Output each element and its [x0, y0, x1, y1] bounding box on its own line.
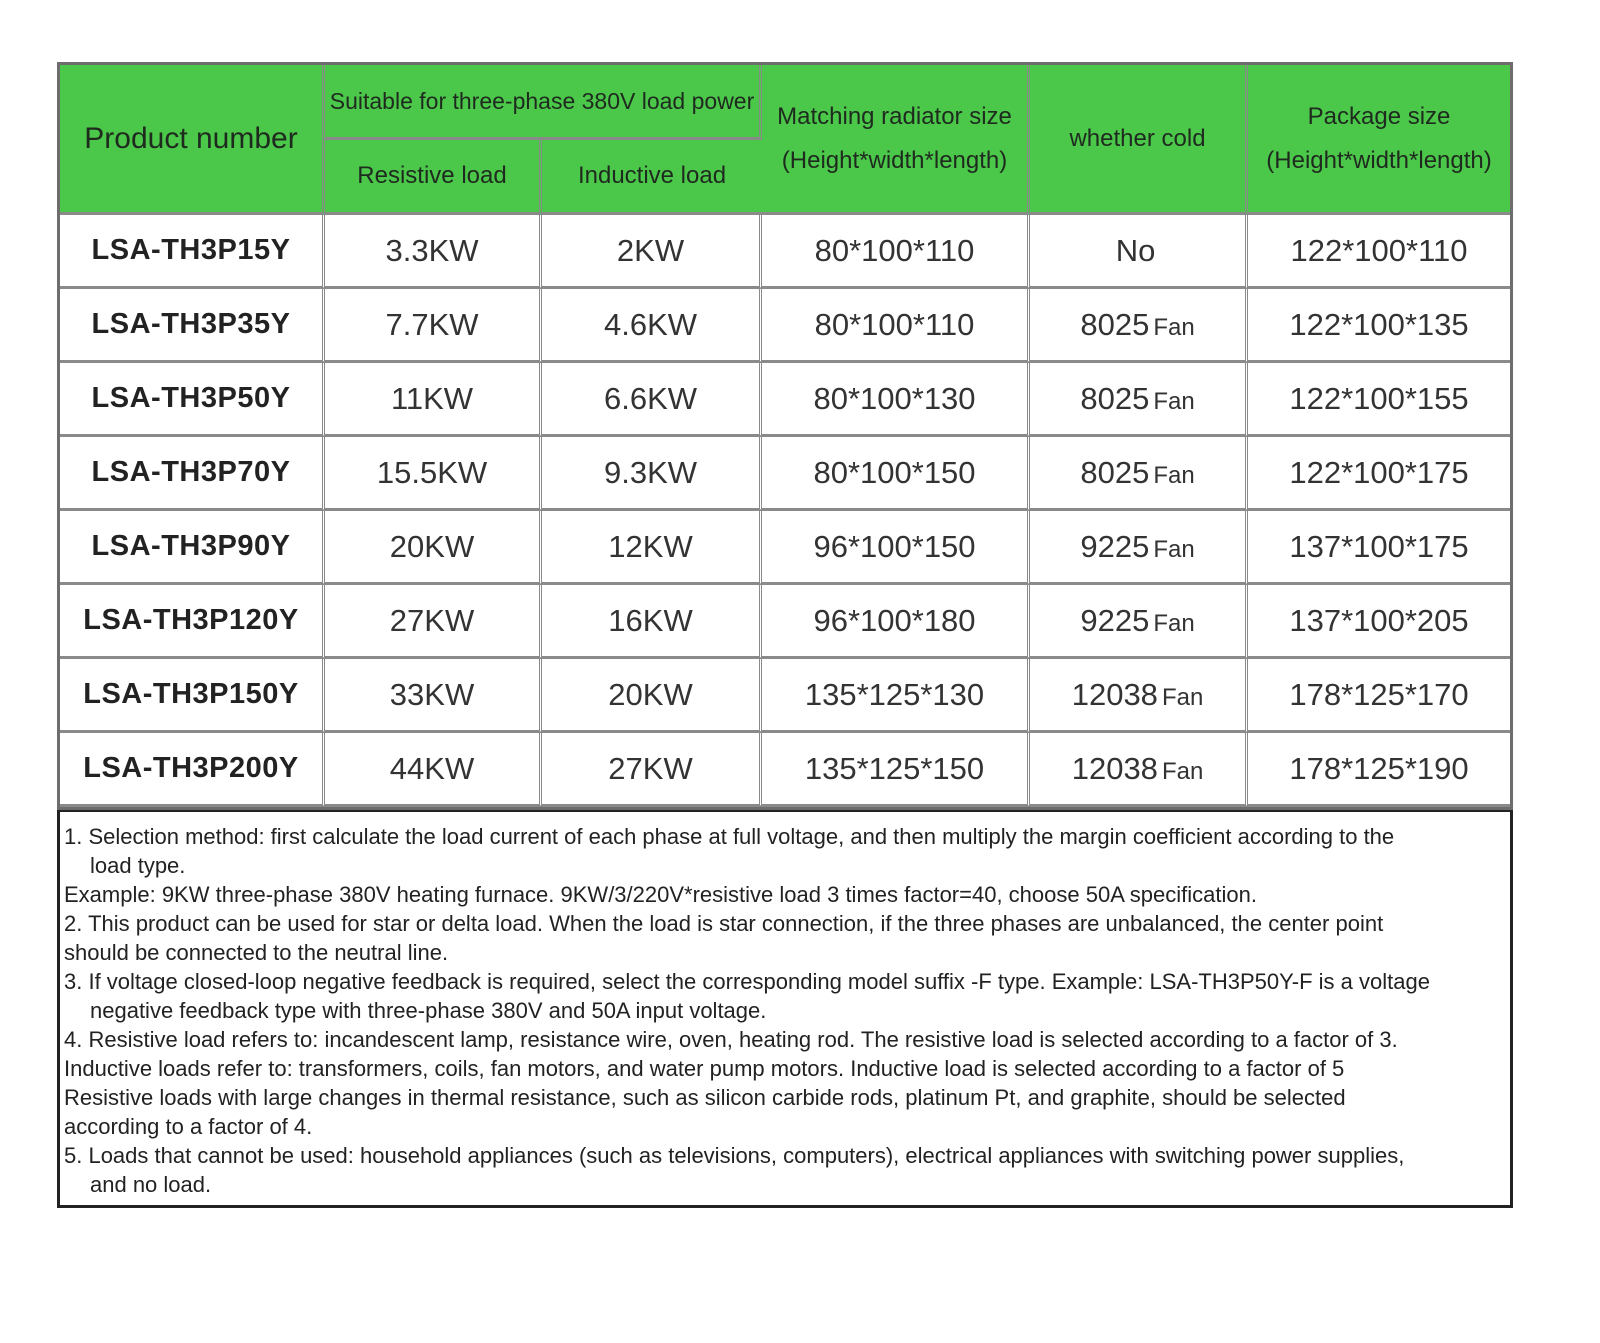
cell-radiator-size: 96*100*150	[762, 511, 1030, 585]
cell-package-size: 137*100*175	[1248, 511, 1510, 585]
cell-radiator-size: 135*125*150	[762, 733, 1030, 807]
note-line: according to a factor of 4.	[64, 1114, 313, 1139]
cell-package-size: 178*125*170	[1248, 659, 1510, 733]
note-line: Resistive loads with large changes in thermal resistance, such as silicon carbide rods, platinum Pt, and graphite, should be selected	[64, 1085, 1346, 1110]
note-line: load type.	[90, 853, 186, 878]
note-line: should be connected to the neutral line.	[64, 940, 449, 965]
note-line: Inductive loads refer to: transformers, coils, fan motors, and water pump motors. Inductive load is selected according to a factor of 5	[64, 1056, 1345, 1081]
cooling-unit: Fan	[1153, 461, 1195, 489]
header-package-line2: (Height*width*length)	[1266, 146, 1492, 174]
spec-table	[57, 62, 1513, 810]
table-row	[60, 215, 1510, 289]
cell-resistive-load: 3.3KW	[325, 215, 542, 289]
note-line: 4. Resistive load refers to: incandescent lamp, resistance wire, oven, heating rod. The resistive load is selected according to a factor of 3.	[64, 1027, 1398, 1052]
header-product-number: Product number	[60, 65, 325, 215]
cell-cooling	[1030, 733, 1248, 807]
cooling-value: 9225	[1080, 528, 1150, 564]
cell-cooling	[1030, 437, 1248, 511]
cell-inductive-load: 6.6KW	[542, 363, 762, 437]
cell-package-size: 178*125*190	[1248, 733, 1510, 807]
table-body	[60, 215, 1510, 807]
table-row	[60, 289, 1510, 363]
cell-inductive-load: 2KW	[542, 215, 762, 289]
cooling-value: 12038	[1071, 750, 1158, 786]
note-line: Example: 9KW three-phase 380V heating furnace. 9KW/3/220V*resistive load 3 times factor=40, choose 50A specification.	[64, 882, 1257, 907]
table-row	[60, 733, 1510, 807]
spec-sheet	[57, 62, 1513, 1208]
cell-resistive-load: 15.5KW	[325, 437, 542, 511]
cooling-unit: Fan	[1153, 609, 1195, 637]
header-power-group: Suitable for three-phase 380V load power	[325, 65, 762, 140]
note-line: and no load.	[90, 1172, 212, 1197]
cell-cooling	[1030, 511, 1248, 585]
cooling-unit: Fan	[1153, 535, 1195, 563]
cell-cooling	[1030, 215, 1248, 289]
cell-radiator-size: 80*100*150	[762, 437, 1030, 511]
cell-model: LSA-TH3P50Y	[60, 363, 325, 437]
cell-model: LSA-TH3P15Y	[60, 215, 325, 289]
cooling-unit: Fan	[1161, 757, 1204, 785]
cell-package-size: 137*100*205	[1248, 585, 1510, 659]
note-line: negative feedback type with three-phase 380V and 50A input voltage.	[90, 998, 767, 1023]
cell-model: LSA-TH3P150Y	[60, 659, 325, 733]
header-package-line1: Package size	[1307, 102, 1451, 130]
cell-resistive-load: 7.7KW	[325, 289, 542, 363]
cell-inductive-load: 4.6KW	[542, 289, 762, 363]
table-row	[60, 363, 1510, 437]
cell-cooling	[1030, 363, 1248, 437]
cell-package-size: 122*100*110	[1248, 215, 1510, 289]
note-line: 1. Selection method: first calculate the load current of each phase at full voltage, and then multiply the margin coefficient according to the	[64, 824, 1395, 849]
cell-model: LSA-TH3P120Y	[60, 585, 325, 659]
cell-model: LSA-TH3P70Y	[60, 437, 325, 511]
header-whether-cold: whether cold	[1030, 65, 1248, 215]
cell-package-size: 122*100*175	[1248, 437, 1510, 511]
table-row	[60, 585, 1510, 659]
cell-cooling	[1030, 289, 1248, 363]
cooling-value: 8025	[1080, 306, 1150, 342]
cell-model: LSA-TH3P200Y	[60, 733, 325, 807]
cooling-value: 9225	[1080, 602, 1150, 638]
cell-model: LSA-TH3P35Y	[60, 289, 325, 363]
cell-radiator-size: 80*100*110	[762, 289, 1030, 363]
cell-inductive-load: 20KW	[542, 659, 762, 733]
table-row	[60, 437, 1510, 511]
cell-resistive-load: 33KW	[325, 659, 542, 733]
cell-radiator-size: 135*125*130	[762, 659, 1030, 733]
cell-radiator-size: 80*100*110	[762, 215, 1030, 289]
header-inductive-load: Inductive load	[542, 140, 762, 215]
cell-inductive-load: 27KW	[542, 733, 762, 807]
note-line: 5. Loads that cannot be used: household appliances (such as televisions, computers), electrical appliances with switching power supplies,	[64, 1143, 1405, 1168]
cooling-unit: Fan	[1161, 683, 1204, 711]
cell-resistive-load: 27KW	[325, 585, 542, 659]
cooling-value: 8025	[1080, 454, 1150, 490]
header-radiator-line1: Matching radiator size	[777, 102, 1012, 130]
cooling-value: 12038	[1071, 676, 1158, 712]
cell-radiator-size: 80*100*130	[762, 363, 1030, 437]
note-line: 3. If voltage closed-loop negative feedback is required, select the corresponding model suffix -F type. Example: LSA-TH3P50Y-F is a voltage	[64, 969, 1430, 994]
cell-resistive-load: 44KW	[325, 733, 542, 807]
table-row	[60, 659, 1510, 733]
table-row	[60, 511, 1510, 585]
cell-package-size: 122*100*135	[1248, 289, 1510, 363]
cell-package-size: 122*100*155	[1248, 363, 1510, 437]
cell-model: LSA-TH3P90Y	[60, 511, 325, 585]
cell-cooling	[1030, 585, 1248, 659]
cooling-unit: Fan	[1153, 387, 1195, 415]
cooling-value: 8025	[1080, 380, 1150, 416]
cell-resistive-load: 11KW	[325, 363, 542, 437]
cooling-unit: Fan	[1153, 313, 1195, 341]
cell-inductive-load: 16KW	[542, 585, 762, 659]
cell-inductive-load: 9.3KW	[542, 437, 762, 511]
header-resistive-load: Resistive load	[325, 140, 542, 215]
note-line: 2. This product can be used for star or delta load. When the load is star connection, if the three phases are unbalanced, the center point	[64, 911, 1384, 936]
notes-box	[57, 810, 1513, 1208]
cooling-value: No	[1115, 232, 1156, 268]
cell-resistive-load: 20KW	[325, 511, 542, 585]
cell-radiator-size: 96*100*180	[762, 585, 1030, 659]
header-radiator-size	[762, 65, 1030, 215]
cell-cooling	[1030, 659, 1248, 733]
cell-inductive-load: 12KW	[542, 511, 762, 585]
header-package-size	[1248, 65, 1510, 215]
header-radiator-line2: (Height*width*length)	[781, 146, 1008, 174]
